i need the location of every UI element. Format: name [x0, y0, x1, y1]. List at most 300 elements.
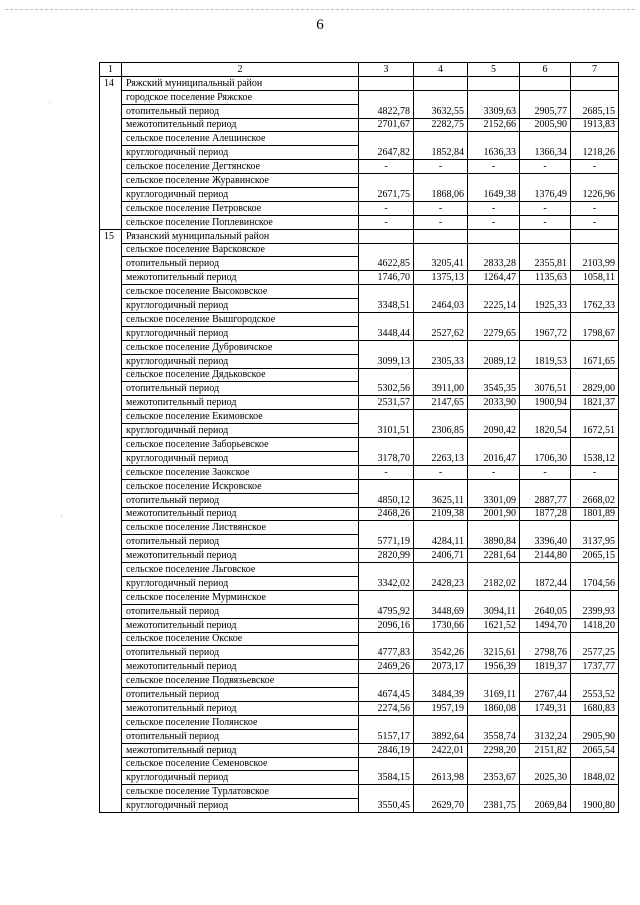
value-cell: 1680,83 [571, 701, 619, 715]
value-cell: 2298,20 [468, 743, 520, 757]
column-header: 1 [100, 63, 122, 77]
value-cell [571, 174, 619, 188]
value-cell: 2577,25 [571, 646, 619, 660]
value-cell: 1900,94 [520, 396, 571, 410]
table-row [100, 340, 619, 354]
value-cell [468, 174, 520, 188]
value-cell: 1737,77 [571, 660, 619, 674]
table-row [100, 729, 619, 743]
value-cell [468, 340, 520, 354]
value-cell: 1671,65 [571, 354, 619, 368]
value-cell [520, 410, 571, 424]
value-cell: 2152,66 [468, 118, 520, 132]
value-cell [359, 590, 414, 604]
value-cell [359, 243, 414, 257]
value-cell [571, 590, 619, 604]
period-label: отопительный период [122, 104, 359, 118]
value-cell [468, 438, 520, 452]
value-cell: - [359, 465, 414, 479]
period-label: круглогодичный период [122, 354, 359, 368]
table-row [100, 785, 619, 799]
value-cell: 2089,12 [468, 354, 520, 368]
value-cell [571, 785, 619, 799]
value-cell [571, 243, 619, 257]
period-label: отопительный период [122, 257, 359, 271]
row-index [100, 465, 122, 479]
settlement-name: сельское поселение Вышгородское [122, 313, 359, 327]
value-cell: 2065,54 [571, 743, 619, 757]
value-cell: 2887,77 [520, 493, 571, 507]
row-index [100, 104, 122, 118]
row-index [100, 563, 122, 577]
row-index [100, 618, 122, 632]
value-cell [468, 563, 520, 577]
value-cell: 2279,65 [468, 326, 520, 340]
value-cell [468, 285, 520, 299]
row-index [100, 660, 122, 674]
value-cell [571, 563, 619, 577]
value-cell: 1821,37 [571, 396, 619, 410]
value-cell [414, 563, 468, 577]
row-index [100, 688, 122, 702]
table-row [100, 438, 619, 452]
settlement-name: сельское поселение Окское [122, 632, 359, 646]
value-cell: - [359, 201, 414, 215]
value-cell: 3448,69 [414, 604, 468, 618]
value-cell [571, 132, 619, 146]
row-index [100, 160, 122, 174]
period-label: межотопительный период [122, 118, 359, 132]
value-cell: - [571, 160, 619, 174]
value-cell [359, 521, 414, 535]
settlement-name: сельское поселение Дядьковское [122, 368, 359, 382]
settlement-name: сельское поселение Искровское [122, 479, 359, 493]
table-row [100, 660, 619, 674]
value-cell [468, 785, 520, 799]
value-cell: 2468,26 [359, 507, 414, 521]
value-cell [359, 313, 414, 327]
value-cell [468, 243, 520, 257]
value-cell: 3550,45 [359, 799, 414, 813]
value-cell: 3892,64 [414, 729, 468, 743]
value-cell [414, 632, 468, 646]
row-index [100, 285, 122, 299]
row-index [100, 729, 122, 743]
row-index [100, 340, 122, 354]
row-index [100, 313, 122, 327]
value-cell: 1672,51 [571, 424, 619, 438]
value-cell: 3309,63 [468, 104, 520, 118]
value-cell: 5302,56 [359, 382, 414, 396]
value-cell: 2527,62 [414, 326, 468, 340]
value-cell: 1375,13 [414, 271, 468, 285]
value-cell [414, 715, 468, 729]
value-cell [359, 674, 414, 688]
period-label: межотопительный период [122, 271, 359, 285]
value-cell: 2833,28 [468, 257, 520, 271]
value-cell: 2820,99 [359, 549, 414, 563]
value-cell [414, 313, 468, 327]
value-cell [571, 521, 619, 535]
value-cell: 2025,30 [520, 771, 571, 785]
value-cell [468, 410, 520, 424]
value-cell [468, 76, 520, 90]
value-cell: 4284,11 [414, 535, 468, 549]
row-index [100, 757, 122, 771]
value-cell: 2263,13 [414, 451, 468, 465]
value-cell: 2629,70 [414, 799, 468, 813]
column-header: 4 [414, 63, 468, 77]
table-row [100, 118, 619, 132]
value-cell [414, 285, 468, 299]
value-cell [520, 590, 571, 604]
value-cell [414, 590, 468, 604]
value-cell: 3396,40 [520, 535, 571, 549]
value-cell [571, 285, 619, 299]
value-cell [414, 132, 468, 146]
value-cell: 1706,30 [520, 451, 571, 465]
table-row [100, 771, 619, 785]
value-cell [520, 632, 571, 646]
value-cell: 1852,84 [414, 146, 468, 160]
value-cell [520, 368, 571, 382]
value-cell: 3169,11 [468, 688, 520, 702]
period-label: круглогодичный период [122, 424, 359, 438]
table-row [100, 688, 619, 702]
period-label: межотопительный период [122, 618, 359, 632]
value-cell [414, 243, 468, 257]
row-index [100, 451, 122, 465]
value-cell [359, 563, 414, 577]
table-row [100, 354, 619, 368]
table-row [100, 632, 619, 646]
settlement-name: городское поселение Ряжское [122, 90, 359, 104]
row-index [100, 535, 122, 549]
value-cell: 1860,08 [468, 701, 520, 715]
value-cell: 1820,54 [520, 424, 571, 438]
row-index [100, 549, 122, 563]
row-index [100, 271, 122, 285]
table-row [100, 549, 619, 563]
table-row [100, 160, 619, 174]
value-cell [359, 132, 414, 146]
value-cell [468, 674, 520, 688]
period-label: круглогодичный период [122, 299, 359, 313]
row-index [100, 146, 122, 160]
value-cell: 2464,03 [414, 299, 468, 313]
value-cell: 2905,90 [571, 729, 619, 743]
value-cell: 4850,12 [359, 493, 414, 507]
row-index [100, 479, 122, 493]
value-cell: 2281,64 [468, 549, 520, 563]
row-index [100, 243, 122, 257]
value-cell: 1538,12 [571, 451, 619, 465]
row-index [100, 215, 122, 229]
value-cell: 1494,70 [520, 618, 571, 632]
value-cell: 2069,84 [520, 799, 571, 813]
value-cell: 1226,96 [571, 188, 619, 202]
value-cell [414, 479, 468, 493]
table-row [100, 674, 619, 688]
value-cell [468, 229, 520, 243]
value-cell: - [571, 215, 619, 229]
table-row [100, 535, 619, 549]
table-row [100, 299, 619, 313]
table-row [100, 451, 619, 465]
value-cell: 1376,49 [520, 188, 571, 202]
settlement-name: сельское поселение Листвянское [122, 521, 359, 535]
column-header: 2 [122, 63, 359, 77]
value-cell: 2151,82 [520, 743, 571, 757]
value-cell: 2406,71 [414, 549, 468, 563]
settlement-name: сельское поселение Турлатовское [122, 785, 359, 799]
row-index [100, 132, 122, 146]
value-cell [520, 90, 571, 104]
period-label: межотопительный период [122, 549, 359, 563]
value-cell: 2671,75 [359, 188, 414, 202]
value-cell: 3178,70 [359, 451, 414, 465]
value-cell: 3099,13 [359, 354, 414, 368]
column-header: 3 [359, 63, 414, 77]
row-index [100, 715, 122, 729]
value-cell: 5771,19 [359, 535, 414, 549]
period-label: отопительный период [122, 604, 359, 618]
value-cell [571, 715, 619, 729]
settlement-name: сельское поселение Варсковское [122, 243, 359, 257]
table-row [100, 563, 619, 577]
value-cell [359, 479, 414, 493]
row-index [100, 521, 122, 535]
value-cell: - [359, 160, 414, 174]
value-cell: 1649,38 [468, 188, 520, 202]
value-cell [414, 674, 468, 688]
value-cell [414, 521, 468, 535]
value-cell: 2469,26 [359, 660, 414, 674]
value-cell: 2668,02 [571, 493, 619, 507]
table-row [100, 132, 619, 146]
period-label: межотопительный период [122, 743, 359, 757]
value-cell [468, 715, 520, 729]
value-cell: 2073,17 [414, 660, 468, 674]
value-cell: 3545,35 [468, 382, 520, 396]
value-cell [359, 757, 414, 771]
value-cell [520, 479, 571, 493]
row-index [100, 771, 122, 785]
table-row [100, 229, 619, 243]
value-cell: 2381,75 [468, 799, 520, 813]
value-cell: 2065,15 [571, 549, 619, 563]
value-cell: 4822,78 [359, 104, 414, 118]
value-cell [571, 76, 619, 90]
value-cell: 1956,39 [468, 660, 520, 674]
value-cell: 2798,76 [520, 646, 571, 660]
table-row [100, 576, 619, 590]
value-cell: - [520, 160, 571, 174]
value-cell [359, 340, 414, 354]
value-cell: 3542,26 [414, 646, 468, 660]
value-cell: - [414, 465, 468, 479]
period-label: круглогодичный период [122, 146, 359, 160]
settlement-name: сельское поселение Льговское [122, 563, 359, 577]
value-cell: 1636,33 [468, 146, 520, 160]
value-cell [414, 174, 468, 188]
table-row [100, 146, 619, 160]
scan-mark: · [48, 98, 51, 107]
value-cell: 3632,55 [414, 104, 468, 118]
table-row [100, 479, 619, 493]
table-row [100, 396, 619, 410]
value-cell: 1798,67 [571, 326, 619, 340]
district-name: Рязанский муниципальный район [122, 229, 359, 243]
value-cell: 3448,44 [359, 326, 414, 340]
period-label: отопительный период [122, 535, 359, 549]
value-cell: - [520, 201, 571, 215]
district-name: Ряжский муниципальный район [122, 76, 359, 90]
value-cell [414, 438, 468, 452]
value-cell: 2182,02 [468, 576, 520, 590]
settlement-name: сельское поселение Екимовское [122, 410, 359, 424]
row-index [100, 604, 122, 618]
value-cell [414, 76, 468, 90]
value-cell: 2001,90 [468, 507, 520, 521]
value-cell: 2109,38 [414, 507, 468, 521]
table-row [100, 201, 619, 215]
table-row [100, 257, 619, 271]
table-row [100, 188, 619, 202]
row-index: 15 [100, 229, 122, 243]
settlement-name: сельское поселение Алешинское [122, 132, 359, 146]
value-cell [468, 132, 520, 146]
value-cell: 3205,41 [414, 257, 468, 271]
table-header-row [100, 63, 619, 77]
table-row [100, 76, 619, 90]
value-cell [520, 76, 571, 90]
value-cell: 4777,83 [359, 646, 414, 660]
table-row [100, 604, 619, 618]
value-cell [520, 340, 571, 354]
row-index [100, 299, 122, 313]
row-index [100, 201, 122, 215]
period-label: круглогодичный период [122, 188, 359, 202]
table-row [100, 618, 619, 632]
value-cell [520, 715, 571, 729]
row-index [100, 118, 122, 132]
period-label: межотопительный период [122, 396, 359, 410]
row-index [100, 257, 122, 271]
value-cell: - [468, 160, 520, 174]
row-index: 14 [100, 76, 122, 90]
value-cell: 3484,39 [414, 688, 468, 702]
row-index [100, 326, 122, 340]
table-row [100, 243, 619, 257]
value-cell: 2553,52 [571, 688, 619, 702]
value-cell [359, 229, 414, 243]
value-cell: 5157,17 [359, 729, 414, 743]
row-index [100, 174, 122, 188]
value-cell: 3911,00 [414, 382, 468, 396]
settlement-name: сельское поселение Дубровичское [122, 340, 359, 354]
period-label: круглогодичный период [122, 576, 359, 590]
value-cell: 2282,75 [414, 118, 468, 132]
value-cell: 2767,44 [520, 688, 571, 702]
value-cell: - [414, 215, 468, 229]
value-cell: 1819,53 [520, 354, 571, 368]
value-cell: 3132,24 [520, 729, 571, 743]
table-row [100, 799, 619, 813]
row-index [100, 493, 122, 507]
value-cell: 1913,83 [571, 118, 619, 132]
table-row [100, 646, 619, 660]
settlement-name: сельское поселение Семеновское [122, 757, 359, 771]
value-cell: 1704,56 [571, 576, 619, 590]
value-cell: 2640,05 [520, 604, 571, 618]
column-header: 7 [571, 63, 619, 77]
table-row [100, 90, 619, 104]
row-index [100, 396, 122, 410]
value-cell [414, 229, 468, 243]
value-cell: 1801,89 [571, 507, 619, 521]
value-cell: - [520, 215, 571, 229]
value-cell: - [359, 215, 414, 229]
period-label: круглогодичный период [122, 326, 359, 340]
value-cell: 1848,02 [571, 771, 619, 785]
value-cell: - [468, 201, 520, 215]
value-cell [520, 174, 571, 188]
value-cell: 1877,28 [520, 507, 571, 521]
value-cell: 1135,63 [520, 271, 571, 285]
value-cell [414, 368, 468, 382]
value-cell [520, 313, 571, 327]
value-cell: 4795,92 [359, 604, 414, 618]
value-cell [468, 479, 520, 493]
value-cell: 1868,06 [414, 188, 468, 202]
value-cell: 3348,51 [359, 299, 414, 313]
value-cell: 1418,20 [571, 618, 619, 632]
row-index [100, 424, 122, 438]
value-cell: 2647,82 [359, 146, 414, 160]
value-cell: 2829,00 [571, 382, 619, 396]
row-index [100, 743, 122, 757]
period-label: отопительный период [122, 729, 359, 743]
value-cell: 2422,01 [414, 743, 468, 757]
value-cell: 1218,26 [571, 146, 619, 160]
row-index [100, 576, 122, 590]
settlement-name: сельское поселение Журавинское [122, 174, 359, 188]
row-index [100, 590, 122, 604]
value-cell: 1749,31 [520, 701, 571, 715]
value-cell: 2005,90 [520, 118, 571, 132]
period-label: отопительный период [122, 493, 359, 507]
value-cell: - [468, 465, 520, 479]
period-label: межотопительный период [122, 660, 359, 674]
table-body [100, 76, 619, 812]
value-cell: 2905,77 [520, 104, 571, 118]
settlement-name: сельское поселение Петровское [122, 201, 359, 215]
value-cell: 2147,65 [414, 396, 468, 410]
period-label: отопительный период [122, 382, 359, 396]
column-header: 6 [520, 63, 571, 77]
value-cell: 2531,57 [359, 396, 414, 410]
row-index [100, 188, 122, 202]
table-row [100, 424, 619, 438]
table-row [100, 271, 619, 285]
value-cell: 2613,98 [414, 771, 468, 785]
table-row [100, 104, 619, 118]
settlement-name: сельское поселение Высоковское [122, 285, 359, 299]
table-row [100, 521, 619, 535]
value-cell [520, 132, 571, 146]
value-cell: 1872,44 [520, 576, 571, 590]
